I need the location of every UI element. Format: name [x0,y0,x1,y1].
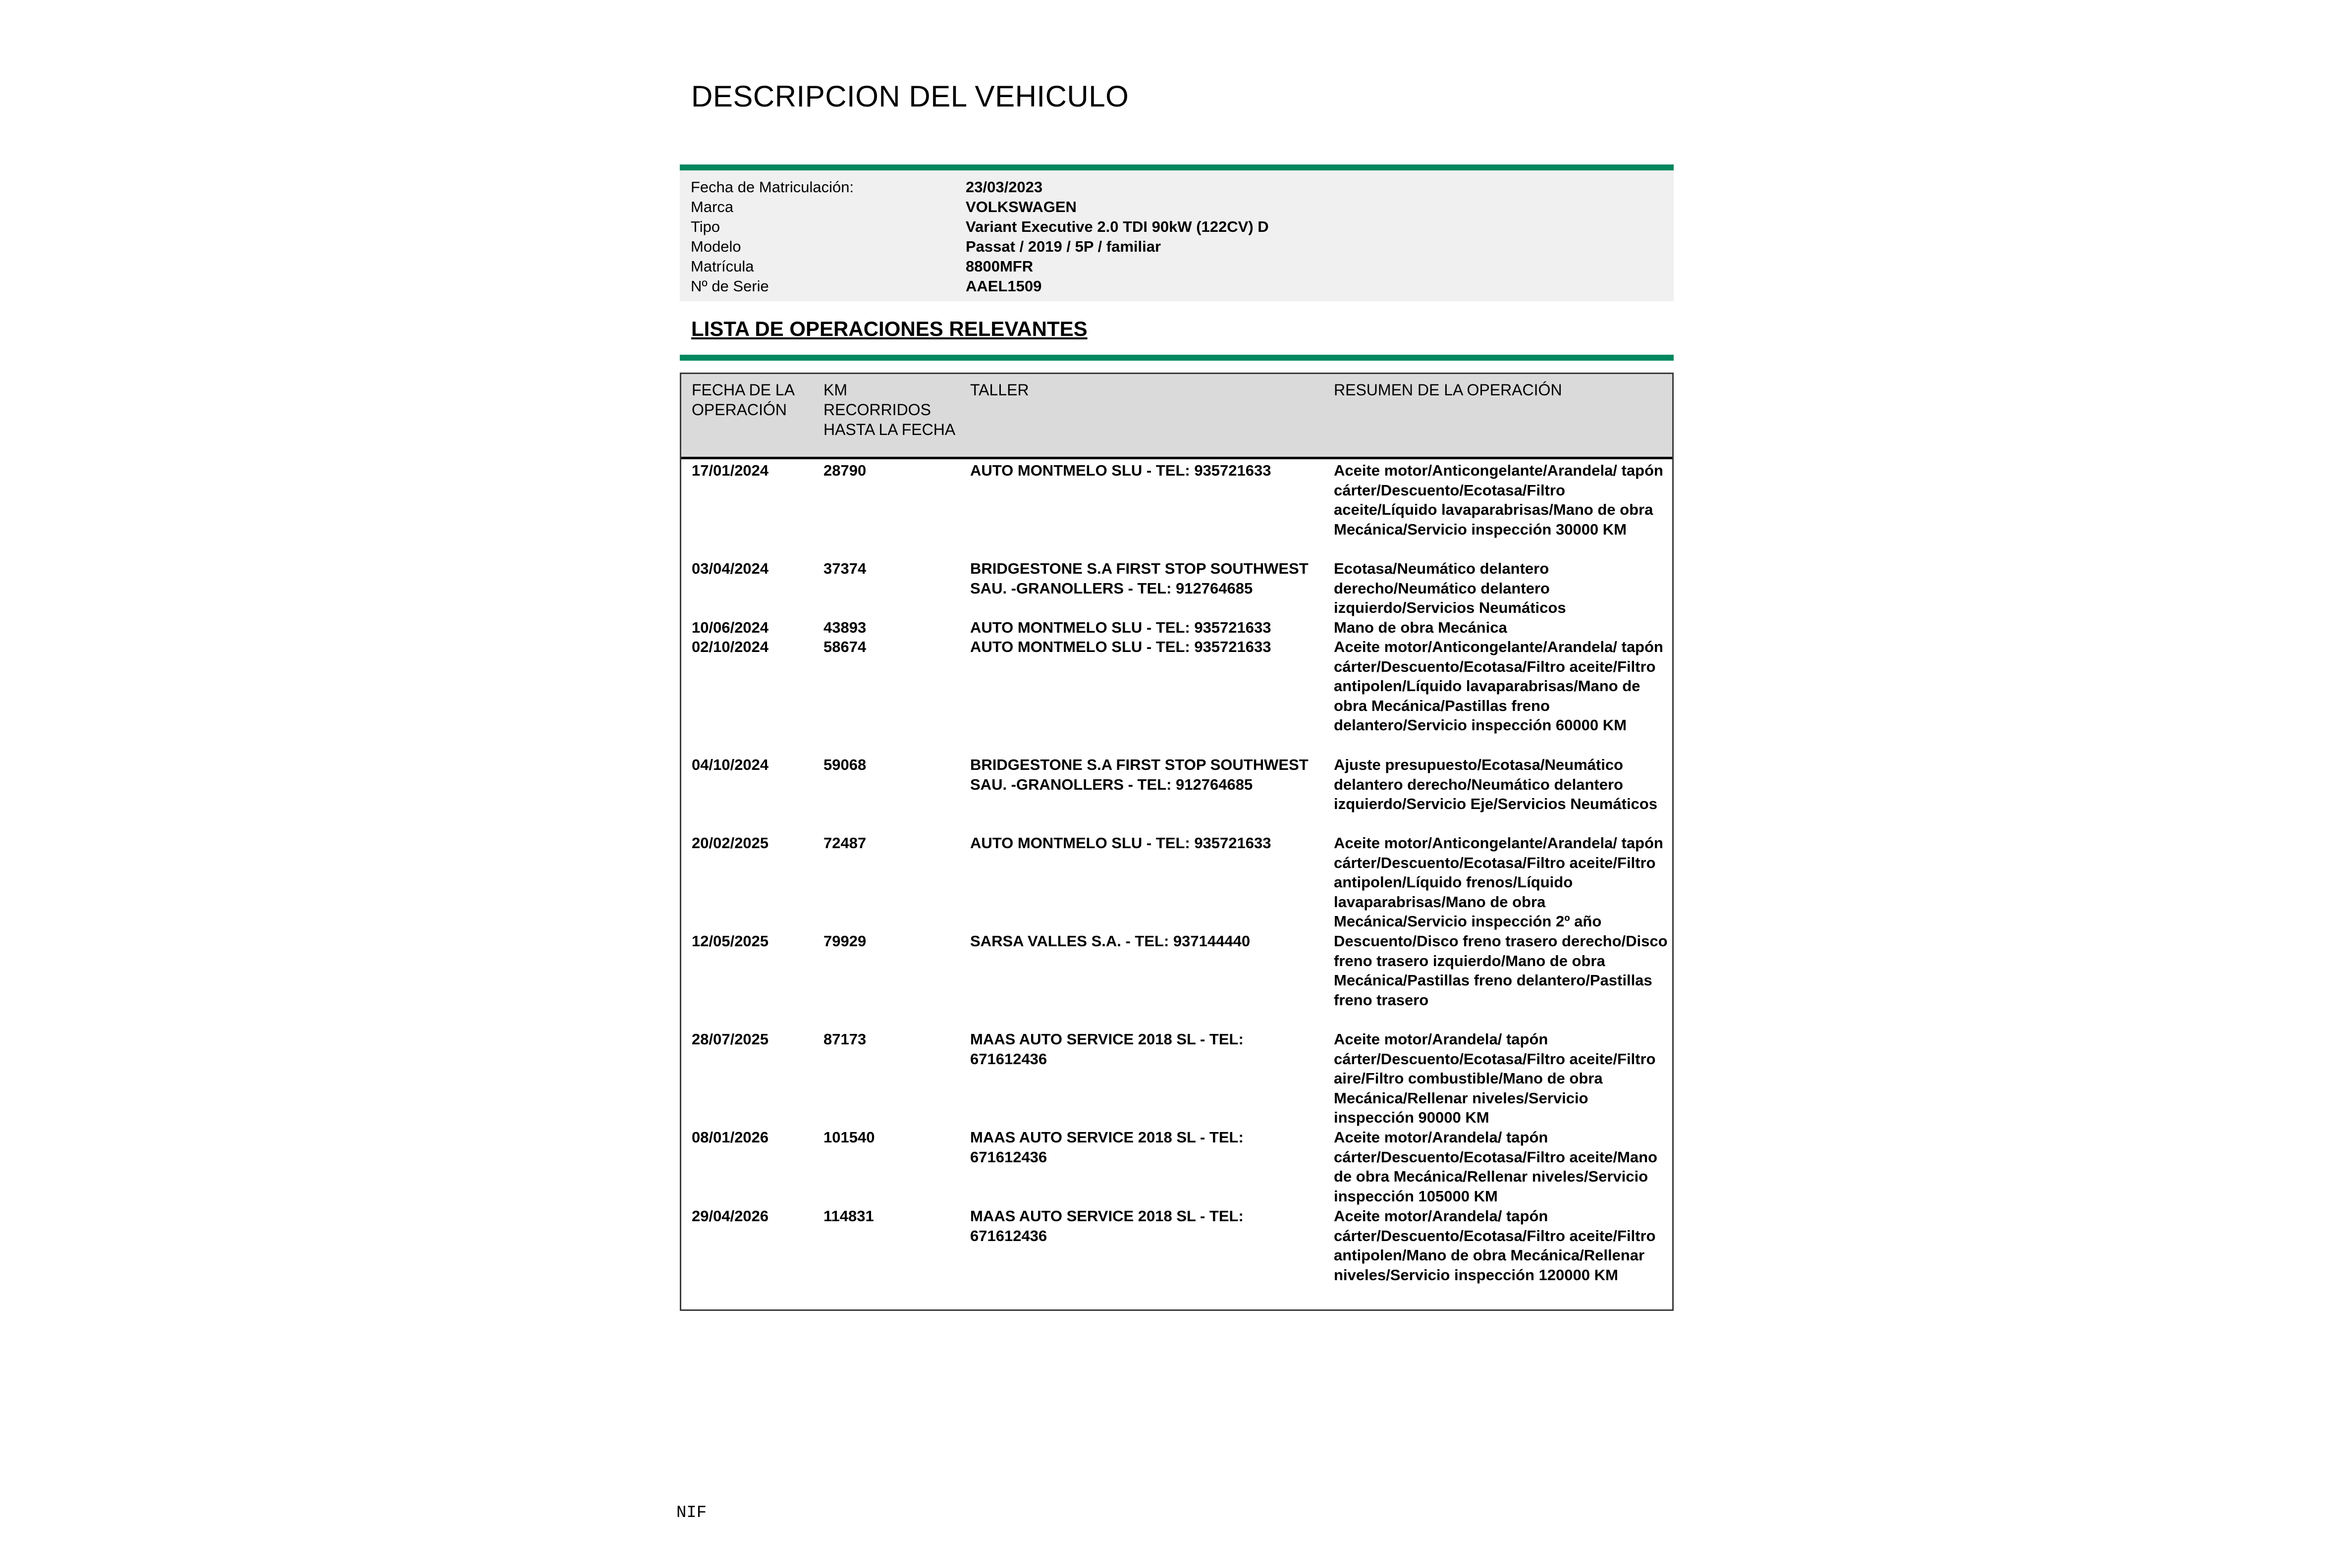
divider-top [680,164,1674,170]
cell-fecha: 04/10/2024 [692,756,769,773]
vehicle-label: Fecha de Matriculación: [691,178,854,196]
cell-km: 72487 [823,834,867,852]
page-title: DESCRIPCION DEL VEHICULO [691,80,1129,113]
cell-km: 79929 [823,932,867,950]
divider-operations [680,355,1674,361]
cell-fecha: 12/05/2025 [692,932,769,950]
cell-km: 59068 [823,756,867,773]
vehicle-details [680,170,1674,301]
cell-resumen: Ecotasa/Neumático delantero derecho/Neumático delantero izquierdo/Servicios Neumáticos [1334,560,1566,617]
cell-fecha: 08/01/2026 [692,1129,769,1146]
cell-km: 101540 [823,1129,875,1146]
cell-km: 37374 [823,560,867,577]
cell-fecha: 10/06/2024 [692,619,769,636]
cell-resumen: Aceite motor/Anticongelante/Arandela/ tapón cárter/Descuento/Ecotasa/Filtro aceite/Filtro antipolen/Líquido frenos/Líquido lavaparabrisas/Mano de obra Mecánica/Servicio inspección 2º año [1334,834,1663,930]
cell-fecha: 17/01/2024 [692,462,769,479]
cell-km: 58674 [823,638,867,655]
cell-resumen: Descuento/Disco freno trasero derecho/Disco freno trasero izquierdo/Mano de obra Mecánica/Pastillas freno delantero/Pastillas freno trasero [1334,932,1668,1009]
cell-taller: SARSA VALLES S.A. - TEL: 937144440 [970,932,1251,950]
vehicle-value: VOLKSWAGEN [966,198,1077,216]
vehicle-label: Marca [691,198,734,216]
cell-fecha: 28/07/2025 [692,1030,769,1048]
table-header [681,374,1672,459]
cell-km: 87173 [823,1030,867,1048]
cell-fecha: 02/10/2024 [692,638,769,655]
vehicle-label: Matrícula [691,258,754,275]
operations-title: LISTA DE OPERACIONES RELEVANTES [691,317,1088,340]
vehicle-label: Nº de Serie [691,277,769,295]
header-resumen: RESUMEN DE LA OPERACIÓN [1334,381,1562,399]
cell-km: 28790 [823,462,867,479]
cell-taller: BRIDGESTONE S.A FIRST STOP SOUTHWEST SAU. -GRANOLLERS - TEL: 912764685 [970,560,1309,597]
vehicle-value: Variant Executive 2.0 TDI 90kW (122CV) D [966,218,1269,235]
footer-nif: NIF [676,1504,707,1522]
cell-taller: AUTO MONTMELO SLU - TEL: 935721633 [970,638,1271,655]
header-km: KM RECORRIDOS HASTA LA FECHA [823,381,956,438]
cell-resumen: Aceite motor/Anticongelante/Arandela/ tapón cárter/Descuento/Ecotasa/Filtro aceite/Líquido lavaparabrisas/Mano de obra Mecánica/Servicio inspección 30000 KM [1334,462,1663,538]
cell-resumen: Aceite motor/Anticongelante/Arandela/ tapón cárter/Descuento/Ecotasa/Filtro aceite/Filtro antipolen/Líquido lavaparabrisas/Mano de obra Mecánica/Pastillas freno delantero/Servicio inspección 60000 KM [1334,638,1663,734]
vehicle-value: 23/03/2023 [966,178,1043,196]
cell-km: 43893 [823,619,867,636]
cell-resumen: Mano de obra Mecánica [1334,619,1507,636]
header-taller: TALLER [970,381,1029,399]
cell-taller: BRIDGESTONE S.A FIRST STOP SOUTHWEST SAU. -GRANOLLERS - TEL: 912764685 [970,756,1309,793]
vehicle-value: Passat / 2019 / 5P / familiar [966,238,1161,255]
cell-resumen: Ajuste presupuesto/Ecotasa/Neumático delantero derecho/Neumático delantero izquierdo/Servicio Eje/Servicios Neumáticos [1334,756,1657,813]
cell-taller: AUTO MONTMELO SLU - TEL: 935721633 [970,619,1271,636]
cell-resumen: Aceite motor/Arandela/ tapón cárter/Descuento/Ecotasa/Filtro aceite/Filtro antipolen/Mano de obra Mecánica/Rellenar niveles/Servicio inspección 120000 KM [1334,1207,1656,1284]
cell-taller: MAAS AUTO SERVICE 2018 SL - TEL: 671612436 [970,1030,1244,1068]
vehicle-label: Modelo [691,238,741,255]
cell-resumen: Aceite motor/Arandela/ tapón cárter/Descuento/Ecotasa/Filtro aceite/Filtro aire/Filtro combustible/Mano de obra Mecánica/Rellenar niveles/Servicio inspección 90000 KM [1334,1030,1656,1127]
cell-fecha: 20/02/2025 [692,834,769,852]
cell-taller: MAAS AUTO SERVICE 2018 SL - TEL: 671612436 [970,1207,1244,1244]
operations-table [680,373,1674,1311]
vehicle-value: AAEL1509 [966,277,1042,295]
cell-taller: AUTO MONTMELO SLU - TEL: 935721633 [970,462,1271,479]
cell-fecha: 29/04/2026 [692,1207,769,1225]
cell-taller: MAAS AUTO SERVICE 2018 SL - TEL: 671612436 [970,1129,1244,1166]
vehicle-value: 8800MFR [966,258,1034,275]
cell-km: 114831 [823,1207,874,1225]
header-fecha: FECHA DE LA OPERACIÓN [692,381,794,419]
cell-fecha: 03/04/2024 [692,560,769,577]
vehicle-label: Tipo [691,218,720,235]
cell-taller: AUTO MONTMELO SLU - TEL: 935721633 [970,834,1271,852]
cell-resumen: Aceite motor/Arandela/ tapón cárter/Descuento/Ecotasa/Filtro aceite/Mano de obra Mecánica/Rellenar niveles/Servicio inspección 105000 KM [1334,1129,1657,1205]
